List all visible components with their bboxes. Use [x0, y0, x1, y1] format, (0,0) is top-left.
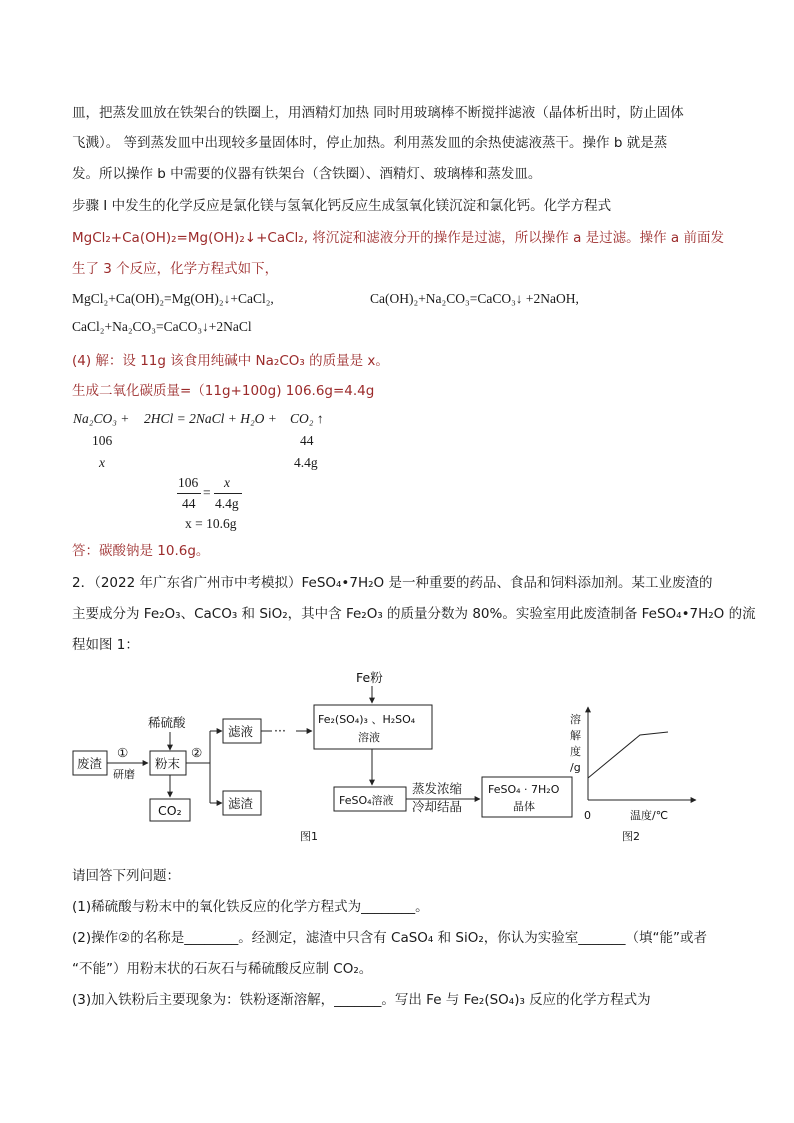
step1-marker: ① — [117, 745, 129, 760]
calc-x: x — [99, 455, 105, 470]
frac-den-44: 44 — [182, 496, 196, 511]
crystal-label: 晶体 — [513, 800, 535, 813]
evaporate-label: 蒸发浓缩 — [412, 781, 463, 796]
question-2-line-1: (2)操作②的名称是________。经测定，滤渣中只含有 CaSO₄ 和 SiO₂，你认为实验室_______（填“能”或者 — [72, 930, 708, 946]
graph-xlabel: 温度/℃ — [630, 809, 669, 822]
graph-ylabel-2: 解 — [570, 729, 581, 742]
q2-line-2: 主要成分为 Fe₂O₃、CaCO₃ 和 SiO₂，其中含 Fe₂O₃ 的质量分数为 80%。实验室用此废渣制备 FeSO₄•7H₂O 的流 — [72, 606, 756, 622]
ellipsis: ··· — [274, 723, 286, 738]
solubility-curve — [588, 732, 668, 778]
co2-label: CO₂ — [158, 803, 182, 818]
calc-4-4g: 4.4g — [294, 455, 318, 470]
solution-intro: (4) 解：设 11g 该食用纯碱中 Na₂CO₃ 的质量是 x。 — [72, 353, 389, 369]
figure-2-caption: 图2 — [622, 830, 640, 843]
equation-1: MgCl₂+Ca(OH)₂=Mg(OH)₂↓+CaCl₂, — [72, 291, 274, 306]
calc-eq-mid: 2HCl = 2NaCl + H₂O + — [144, 411, 277, 426]
cool-label: 冷却结晶 — [412, 799, 463, 814]
questions-intro: 请回答下列问题： — [72, 868, 180, 884]
co2-mass-line: 生成二氧化碳质量=（11g+100g) 106.6g=4.4g — [72, 383, 375, 399]
graph-ylabel-4: /g — [570, 761, 581, 774]
calc-mass-44: 44 — [300, 433, 314, 448]
calc-eq-right: CO₂ ↑ — [290, 411, 324, 426]
question-3: (3)加入铁粉后主要现象为：铁粉逐渐溶解，_______。写出 Fe 与 Fe₂(SO₄)₃ 反应的化学方程式为 — [72, 992, 651, 1008]
powder-label: 粉末 — [155, 756, 181, 771]
residue-label: 滤渣 — [228, 796, 254, 811]
text-line-6: 生了 3 个反应，化学方程式如下， — [72, 261, 279, 277]
step2-marker: ② — [191, 745, 203, 760]
text-line-4: 步骤 I 中发生的化学反应是氯化镁与氢氧化钙反应生成氢氧化镁沉淀和氯化钙。化学方程式 — [72, 198, 612, 214]
frac-num-106: 106 — [178, 475, 199, 490]
calc-eq-left: Na₂CO₃ + — [73, 411, 130, 426]
calc-mass-106: 106 — [92, 433, 113, 448]
q2-line-1: 2．（2022 年广东省广州市中考模拟）FeSO₄•7H₂O 是一种重要的药品、食品和饲料添加剂。某工业废渣的 — [72, 575, 713, 591]
acid-label: 稀硫酸 — [148, 715, 186, 730]
q2-line-3: 程如图 1： — [72, 637, 139, 653]
question-1: (1)稀硫酸与粉末中的氧化铁反应的化学方程式为________。 — [72, 899, 429, 915]
figure-1-caption: 图1 — [300, 830, 318, 843]
text-line-5: MgCl₂+Ca(OH)₂=Mg(OH)₂↓+CaCl₂, 将沉淀和滤液分开的操作是过滤，所以操作 a 是过滤。操作 a 前面发 — [72, 230, 724, 246]
question-2-line-2: “不能”）用粉末状的石灰石与稀硫酸反应制 CO₂。 — [72, 961, 373, 977]
frac-equals: = — [203, 485, 211, 500]
solution-label: 溶液 — [358, 731, 380, 744]
waste-label: 废渣 — [77, 756, 103, 771]
text-line-1: 皿，把蒸发皿放在铁架台的铁圈上，用酒精灯加热 同时用玻璃棒不断搅拌滤液（晶体析出时，防止固体 — [72, 105, 684, 121]
iron-powder-label: Fe粉 — [356, 670, 383, 685]
graph-ylabel-3: 度 — [570, 745, 581, 758]
filtrate-label: 滤液 — [228, 724, 254, 739]
feso4-solution-label: FeSO₄溶液 — [339, 794, 394, 807]
ferric-sulfate-label: Fe₂(SO₄)₃ 、H₂SO₄ — [318, 713, 416, 726]
grind-label: 研磨 — [113, 768, 135, 781]
graph-ylabel-1: 溶 — [570, 713, 581, 726]
frac-num-x: x — [224, 475, 230, 490]
process-flow-diagram — [60, 665, 700, 850]
graph-origin: 0 — [584, 809, 591, 822]
text-line-3: 发。所以操作 b 中需要的仪器有铁架台（含铁圈）、酒精灯、玻璃棒和蒸发皿。 — [72, 166, 542, 182]
crystal-formula: FeSO₄ · 7H₂O — [488, 783, 560, 796]
answer-line: 答：碳酸钠是 10.6g。 — [72, 543, 210, 559]
text-line-2: 飞溅）。 等到蒸发皿中出现较多量固体时，停止加热。利用蒸发皿的余热使滤液蒸干。操作 b 就是蒸 — [72, 135, 668, 151]
frac-den-4-4g: 4.4g — [215, 496, 239, 511]
calc-result: x = 10.6g — [185, 516, 237, 531]
equation-3: CaCl₂+Na₂CO₃=CaCO₃↓+2NaCl — [72, 319, 252, 334]
equation-2: Ca(OH)₂+Na₂CO₃=CaCO₃↓ +2NaOH, — [370, 291, 579, 306]
